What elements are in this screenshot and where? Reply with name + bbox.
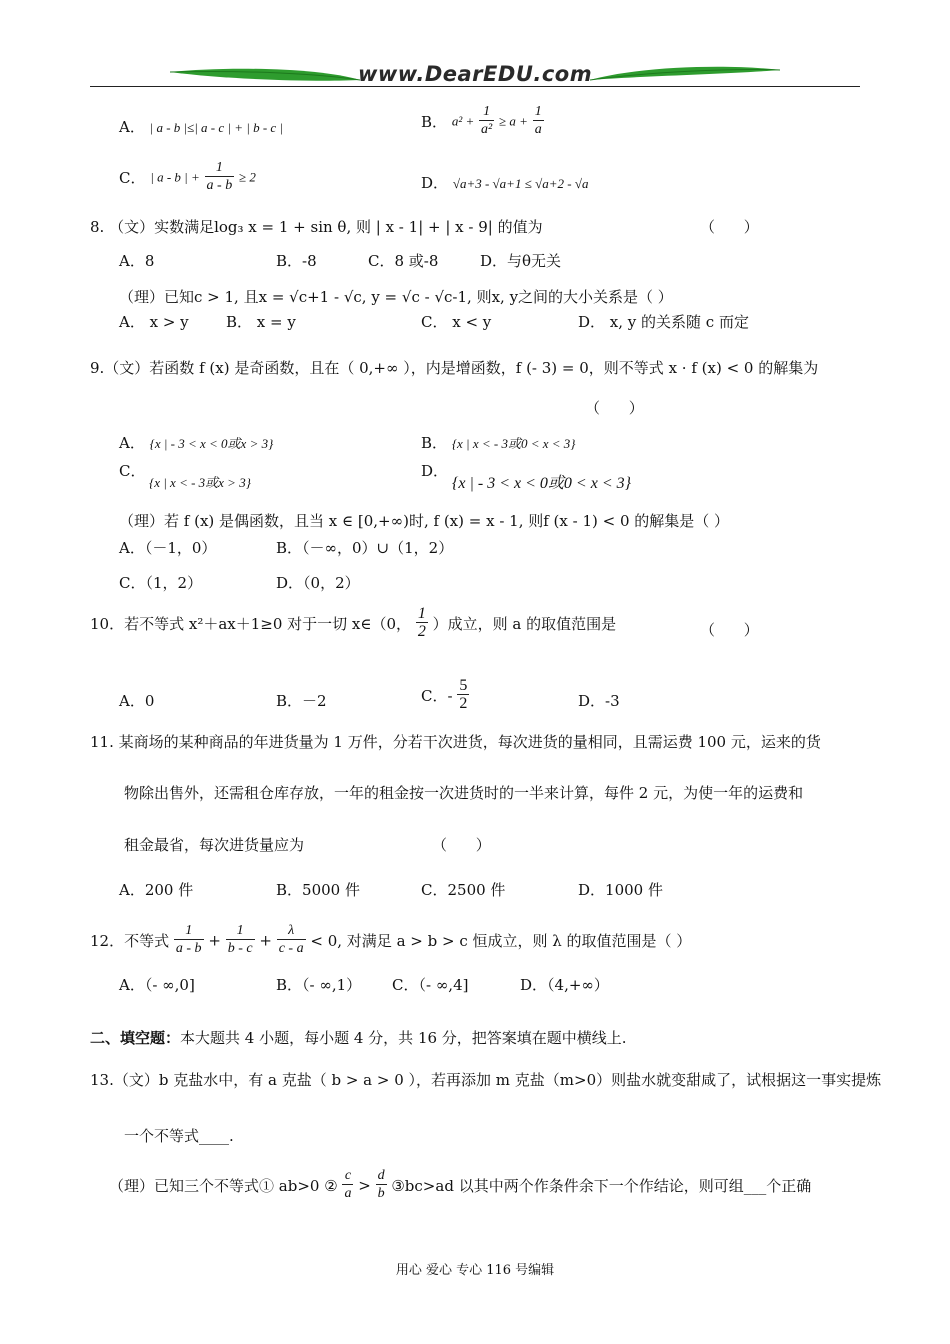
q7-c-pre: | a - b | + <box>150 169 200 185</box>
q13-li-pre: （理）已知三个不等式① ab>0 ② <box>109 1177 338 1195</box>
q9-li-option-b: B．（－∞，0）∪（1，2） <box>276 539 454 557</box>
q7-a-label: A． <box>119 118 145 136</box>
q8-option-c: C．8 或-8 <box>368 252 439 270</box>
q10-stem-frac: $\frac{1}{2}$ <box>417 605 426 640</box>
q12-frac-3: $\frac{\lambda}{c - a}$ <box>278 923 304 956</box>
q9-b-expr: {x | x < - 3或0 < x < 3} <box>451 436 576 451</box>
q8-li-option-a: A． x > y <box>119 313 189 331</box>
q9-option-d-label: D． <box>421 462 449 480</box>
q13-li-post: ③bc>ad 以其中两个作条件余下一个作结论，则可组___个正确 <box>391 1177 812 1195</box>
q9-option-b <box>421 432 576 453</box>
q9-stem-wen: 9.（文）若函数 f (x) 是奇函数，且在（ 0,+∞ ），内是增函数，f (- 3) = 0，则不等式 x · f (x) < 0 的解集为 <box>90 359 819 377</box>
q12-option-a: A．（- ∞,0] <box>119 976 195 994</box>
q9-li-option-c: C．（1，2） <box>119 574 203 592</box>
q8-stem-li: （理）已知c > 1, 且x = √c+1 - √c, y = √c - √c-1, 则x, y之间的大小关系是（ ） <box>119 288 673 306</box>
q7-b-label: B． <box>421 113 448 131</box>
q7-b-frac1: $\frac{1}{\text{a²}}$ <box>481 104 493 137</box>
q9-stem-li: （理）若 f (x) 是偶函数，且当 x ∈ [0,+∞)时, f (x) = x - 1, 则f (x - 1) < 0 的解集是（ ） <box>119 512 730 530</box>
q8-li-option-c: C． x < y <box>421 313 492 331</box>
q11-option-b: B．5000 件 <box>276 881 360 899</box>
page-footer: 用心 爱心 专心 116 号编辑 <box>395 1263 555 1278</box>
q10-c-pre: C．- <box>421 687 453 705</box>
q9-a-label: A． <box>119 434 145 452</box>
q13-li-stem <box>109 1168 811 1203</box>
q10-option-a: A．0 <box>119 692 155 710</box>
q9-b-label: B． <box>421 434 448 452</box>
q13-li-frac-1: $\frac{c}{a}$ <box>344 1168 352 1201</box>
q8-stem-wen: 8. （文）实数满足log₃ x = 1 + sin θ, 则 | x - 1| + | x - 9| 的值为 <box>90 218 543 236</box>
q11-line-3: 租金最省，每次进货量应为 <box>124 836 305 854</box>
q7-b-frac2: $\frac{1}{a}$ <box>534 104 542 137</box>
q7-option-d <box>421 172 588 193</box>
q7-c-post: ≥ 2 <box>239 169 256 185</box>
q8-li-option-b: B． x = y <box>226 313 296 331</box>
q9-option-d-expr: {x | - 3 < x < 0或0 < x < 3} <box>452 475 632 492</box>
q9-option-c-expr: {x | x < - 3或x > 3} <box>149 475 251 490</box>
q11-option-a: A．200 件 <box>119 881 194 899</box>
q7-option-a <box>119 116 283 137</box>
q11-option-d: D．1000 件 <box>578 881 663 899</box>
q8-li-option-d: D． x, y 的关系随 c 而定 <box>578 313 749 331</box>
q11-option-c: C．2500 件 <box>421 881 506 899</box>
q12-stem: 12．不等式 $\frac{1}{a - b}$ + $\frac{1}{b - c}$ + $\frac{\lambda}{c - a}$ < 0, 对满足 a > b > c 恒成立，则 λ 的取值范围是（ ） <box>90 923 692 956</box>
q9-option-c-label: C． <box>119 462 146 480</box>
q12-option-b: B．（- ∞,1） <box>276 976 362 994</box>
q10-stem-post: ）成立，则 a 的取值范围是 <box>432 615 617 633</box>
q8-option-b: B．-8 <box>276 252 317 270</box>
q7-option-b <box>421 104 544 139</box>
q8-option-d: D．与θ无关 <box>480 252 562 270</box>
header-rule <box>90 86 860 87</box>
section-2-title: 二、填空题： <box>90 1029 181 1047</box>
q7-b-pre: a² + <box>451 113 475 129</box>
q9-li-option-d: D．（0，2） <box>276 574 360 592</box>
q13-li-gt: > <box>358 1176 371 1195</box>
q8-answer-paren: （ ） <box>700 218 771 236</box>
q13-line-2: 一个不等式____. <box>124 1127 234 1145</box>
q9-li-option-a: A．（－1，0） <box>119 539 217 557</box>
q10-stem <box>90 606 616 641</box>
q12-stem-pre: 12．不等式 <box>90 932 170 950</box>
header-site-name[interactable]: www.DearEDU.com <box>358 62 593 86</box>
q10-answer-paren: （ ） <box>700 621 771 639</box>
section-2-heading <box>90 1027 627 1048</box>
q9-answer-paren: （ ） <box>585 399 656 417</box>
q10-option-d: D．-3 <box>578 692 620 710</box>
q12-frac-2: $\frac{1}{b - c}$ <box>227 923 253 956</box>
q9-a-expr: {x | - 3 < x < 0或x > 3} <box>149 436 274 451</box>
q7-c-frac: $\frac{1}{a - b}$ <box>206 160 233 193</box>
q11-line-2: 物除出售外，还需租仓库存放，一年的租金按一次进货时的一半来计算，每件 2 元，为使一年的运费和 <box>124 784 804 802</box>
q11-line-1: 11. 某商场的某种商品的年进货量为 1 万件，分若干次进货，每次进货的量相同，且需运费 100 元，运来的货 <box>90 733 821 751</box>
section-2-desc: 本大题共 4 小题，每小题 4 分，共 16 分，把答案填在题中横线上. <box>180 1029 627 1047</box>
q7-a-expr: | a - b |≤| a - c | + | b - c | <box>149 120 284 135</box>
q12-option-d: D．（4,+∞） <box>520 976 609 994</box>
q9-option-a <box>119 432 273 453</box>
q7-b-mid: ≥ a + <box>499 113 528 129</box>
q8-option-a: A．8 <box>119 252 155 270</box>
q11-answer-paren: （ ） <box>432 836 503 854</box>
q7-option-c <box>119 160 256 195</box>
q7-c-label: C． <box>119 169 146 187</box>
q13-line-1: 13.（文）b 克盐水中，有 a 克盐（ b > a > 0 ），若再添加 m 克盐（m>0）则盐水就变甜咸了，试根据这一事实提炼 <box>90 1071 882 1089</box>
q12-stem-post: < 0, 对满足 a > b > c 恒成立，则 λ 的取值范围是（ ） <box>310 932 692 950</box>
q12-option-c: C．（- ∞,4] <box>392 976 469 994</box>
q12-frac-1: $\frac{1}{a - b}$ <box>175 923 202 956</box>
q7-d-expr: √a+3 - √a+1 ≤ √a+2 - √a <box>452 176 589 191</box>
q7-d-label: D． <box>421 174 449 192</box>
q10-option-b: B．－2 <box>276 692 327 710</box>
q13-li-frac-2: $\frac{d}{b}$ <box>377 1168 385 1201</box>
q10-c-frac: $\frac{5}{2}$ <box>459 677 468 712</box>
q10-option-c <box>421 678 469 713</box>
q10-stem-pre: 10．若不等式 x²＋ax＋1≥0 对于一切 x∈（0， <box>90 615 412 633</box>
